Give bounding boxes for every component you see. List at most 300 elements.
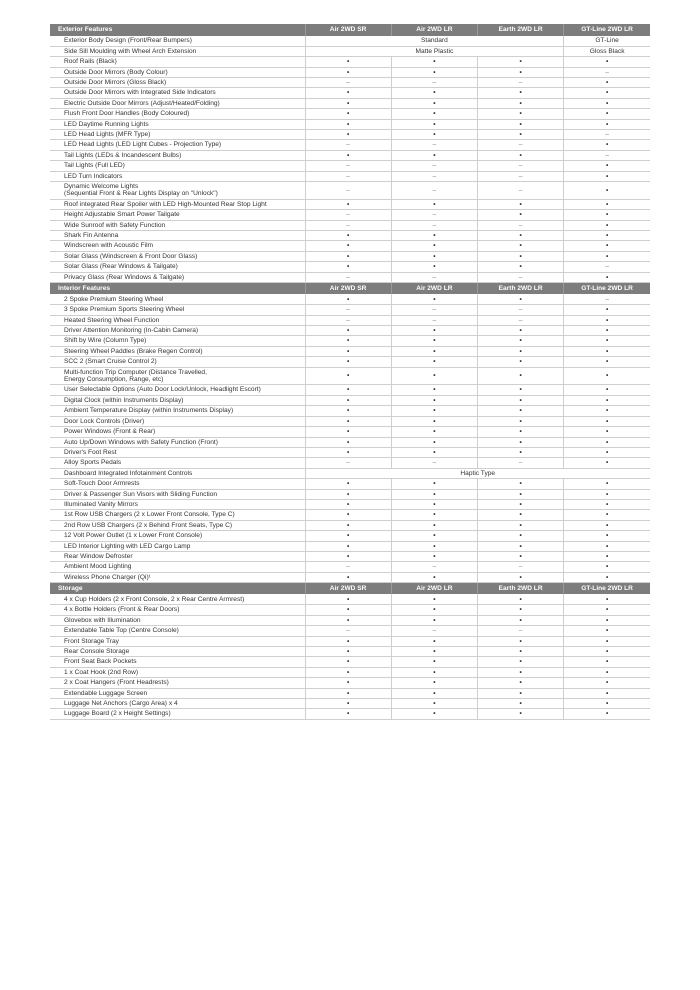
not-available-dash: –	[478, 562, 564, 572]
feature-label: LED Head Lights (LED Light Cubes - Projection Type)	[64, 141, 222, 149]
not-available-dash: –	[305, 181, 391, 199]
standard-dot: •	[478, 67, 564, 77]
standard-dot: •	[478, 647, 564, 657]
table-row	[50, 326, 650, 336]
standard-dot: •	[564, 406, 650, 416]
table-row	[50, 140, 650, 150]
standard-dot: •	[391, 499, 477, 509]
feature-label: 2 Spoke Premium Steering Wheel	[64, 295, 164, 303]
feature-label: Driver's Foot Rest	[64, 448, 117, 456]
table-row	[50, 447, 650, 457]
standard-dot: •	[305, 499, 391, 509]
not-available-dash: –	[564, 262, 650, 272]
feature-cell	[50, 531, 305, 541]
standard-dot: •	[478, 416, 564, 426]
feature-label: Luggage Board (2 x Height Settings)	[64, 710, 171, 718]
table-row	[50, 416, 650, 426]
not-available-dash: –	[478, 626, 564, 636]
feature-label: User Selectable Options (Auto Door Lock/Unlock, Headlight Escort)	[64, 386, 261, 394]
standard-dot: •	[391, 406, 477, 416]
value-cell-merged: GT-Line	[564, 36, 650, 46]
standard-dot: •	[564, 77, 650, 87]
standard-dot: •	[478, 605, 564, 615]
feature-label: Dynamic Welcome Lights	[64, 182, 139, 190]
standard-dot: •	[478, 615, 564, 625]
feature-label: Extendable Luggage Screen	[64, 689, 148, 697]
standard-dot: •	[305, 88, 391, 98]
standard-dot: •	[391, 510, 477, 520]
not-available-dash: –	[391, 220, 477, 230]
feature-cell	[50, 251, 305, 261]
standard-dot: •	[391, 231, 477, 241]
table-row	[50, 406, 650, 416]
standard-dot: •	[564, 636, 650, 646]
standard-dot: •	[564, 199, 650, 209]
column-header: Earth 2WD LR	[478, 24, 564, 36]
feature-label: 4 x Cup Holders (2 x Front Console, 2 x Rear Centre Armrest)	[64, 595, 245, 603]
table-row	[50, 241, 650, 251]
table-row	[50, 67, 650, 77]
standard-dot: •	[391, 88, 477, 98]
standard-dot: •	[564, 119, 650, 129]
table-row	[50, 657, 650, 667]
standard-dot: •	[391, 336, 477, 346]
standard-dot: •	[478, 294, 564, 304]
feature-label: Rear Console Storage	[64, 648, 130, 655]
feature-cell	[50, 294, 305, 304]
feature-label: LED Head Lights (MFR Type)	[64, 130, 151, 138]
standard-dot: •	[391, 551, 477, 561]
not-available-dash: –	[478, 458, 564, 468]
standard-dot: •	[478, 262, 564, 272]
table-row	[50, 231, 650, 241]
standard-dot: •	[305, 406, 391, 416]
feature-cell	[50, 636, 305, 646]
standard-dot: •	[564, 367, 650, 385]
standard-dot: •	[564, 427, 650, 437]
spec-table-body	[50, 24, 650, 719]
standard-dot: •	[478, 510, 564, 520]
feature-label: Tail Lights (LEDs & Incandescent Bulbs)	[64, 151, 182, 159]
feature-cell	[50, 210, 305, 220]
standard-dot: •	[391, 294, 477, 304]
standard-dot: •	[564, 98, 650, 108]
table-row	[50, 395, 650, 405]
feature-label: Exterior Body Design (Front/Rear Bumpers)	[64, 37, 192, 45]
not-available-dash: –	[478, 272, 564, 282]
table-row	[50, 678, 650, 688]
feature-cell	[50, 346, 305, 356]
standard-dot: •	[478, 231, 564, 241]
standard-dot: •	[305, 615, 391, 625]
feature-label: Flush Front Door Handles (Body Coloured)	[64, 110, 190, 118]
standard-dot: •	[478, 657, 564, 667]
not-available-dash: –	[305, 458, 391, 468]
not-available-dash: –	[478, 181, 564, 199]
feature-label: Side Sill Moulding with Wheel Arch Extension	[64, 47, 197, 55]
feature-cell	[50, 615, 305, 625]
feature-label: LED Turn Indicators	[64, 172, 123, 180]
standard-dot: •	[305, 231, 391, 241]
column-header: Air 2WD SR	[305, 283, 391, 295]
feature-label: Ambient Temperature Display (within Instruments Display)	[64, 407, 234, 415]
feature-label: 2nd Row USB Chargers (2 x Behind Front Seats, Type C)	[64, 521, 233, 529]
standard-dot: •	[564, 336, 650, 346]
table-row	[50, 510, 650, 520]
feature-cell	[50, 272, 305, 282]
standard-dot: •	[564, 181, 650, 199]
feature-cell	[50, 667, 305, 677]
standard-dot: •	[391, 241, 477, 251]
table-row	[50, 57, 650, 67]
standard-dot: •	[391, 520, 477, 530]
column-header: Air 2WD LR	[391, 24, 477, 36]
standard-dot: •	[564, 594, 650, 604]
standard-dot: •	[564, 510, 650, 520]
standard-dot: •	[305, 709, 391, 719]
feature-cell	[50, 626, 305, 636]
table-row	[50, 605, 650, 615]
standard-dot: •	[564, 520, 650, 530]
table-row	[50, 181, 650, 199]
standard-dot: •	[478, 199, 564, 209]
standard-dot: •	[305, 541, 391, 551]
feature-cell	[50, 161, 305, 171]
feature-label: Auto Up/Down Windows with Safety Function (Front)	[64, 438, 218, 446]
table-row	[50, 499, 650, 509]
feature-label: Ambient Mood Lighting	[64, 563, 132, 571]
standard-dot: •	[391, 667, 477, 677]
table-row	[50, 294, 650, 304]
feature-label: Front Storage Tray	[64, 637, 119, 645]
table-row	[50, 336, 650, 346]
feature-label: Driver Attention Monitoring (In-Cabin Camera)	[64, 327, 199, 335]
feature-cell	[50, 88, 305, 98]
feature-cell	[50, 119, 305, 129]
standard-dot: •	[478, 479, 564, 489]
feature-cell	[50, 499, 305, 509]
feature-cell	[50, 241, 305, 251]
standard-dot: •	[305, 109, 391, 119]
table-row	[50, 357, 650, 367]
feature-label: Outside Door Mirrors (Body Colour)	[64, 68, 168, 76]
table-row	[50, 636, 650, 646]
section-header	[50, 583, 650, 595]
standard-dot: •	[564, 699, 650, 709]
standard-dot: •	[564, 140, 650, 150]
feature-cell	[50, 150, 305, 160]
standard-dot: •	[564, 305, 650, 315]
feature-cell	[50, 36, 305, 46]
not-available-dash: –	[391, 210, 477, 220]
table-row	[50, 520, 650, 530]
feature-label: Windscreen with Acoustic Film	[64, 242, 154, 250]
feature-cell	[50, 357, 305, 367]
standard-dot: •	[478, 150, 564, 160]
feature-cell	[50, 678, 305, 688]
standard-dot: •	[478, 709, 564, 719]
standard-dot: •	[478, 427, 564, 437]
standard-dot: •	[478, 241, 564, 251]
table-row	[50, 199, 650, 209]
standard-dot: •	[564, 489, 650, 499]
standard-dot: •	[391, 119, 477, 129]
standard-dot: •	[564, 615, 650, 625]
standard-dot: •	[564, 109, 650, 119]
standard-dot: •	[478, 572, 564, 582]
standard-dot: •	[391, 615, 477, 625]
standard-dot: •	[478, 357, 564, 367]
standard-dot: •	[391, 385, 477, 395]
not-available-dash: –	[391, 562, 477, 572]
standard-dot: •	[478, 367, 564, 385]
feature-cell	[50, 647, 305, 657]
table-row	[50, 220, 650, 230]
feature-cell	[50, 326, 305, 336]
standard-dot: •	[478, 210, 564, 220]
column-header: GT-Line 2WD LR	[564, 24, 650, 36]
standard-dot: •	[391, 262, 477, 272]
not-available-dash: –	[391, 305, 477, 315]
column-header: Earth 2WD LR	[478, 283, 564, 295]
standard-dot: •	[305, 531, 391, 541]
table-row	[50, 427, 650, 437]
table-row	[50, 709, 650, 719]
not-available-dash: –	[305, 77, 391, 87]
not-available-dash: –	[391, 161, 477, 171]
standard-dot: •	[564, 241, 650, 251]
feature-cell	[50, 458, 305, 468]
standard-dot: •	[305, 520, 391, 530]
standard-dot: •	[564, 647, 650, 657]
feature-label: Heated Steering Wheel Function	[64, 316, 160, 324]
feature-label-line2: (Sequential Front & Rear Lights Display on "Unlock")	[64, 190, 218, 198]
standard-dot: •	[391, 129, 477, 139]
standard-dot: •	[564, 395, 650, 405]
section-title: Storage	[50, 583, 305, 595]
standard-dot: •	[564, 678, 650, 688]
not-available-dash: –	[478, 161, 564, 171]
table-row	[50, 647, 650, 657]
not-available-dash: –	[391, 272, 477, 282]
standard-dot: •	[305, 98, 391, 108]
standard-dot: •	[478, 688, 564, 698]
not-available-dash: –	[564, 294, 650, 304]
table-row	[50, 262, 650, 272]
standard-dot: •	[305, 251, 391, 261]
standard-dot: •	[391, 367, 477, 385]
feature-cell	[50, 77, 305, 87]
feature-cell	[50, 171, 305, 181]
standard-dot: •	[564, 357, 650, 367]
standard-dot: •	[391, 605, 477, 615]
feature-label: Privacy Glass (Rear Windows & Tailgate)	[64, 273, 185, 281]
standard-dot: •	[391, 657, 477, 667]
feature-cell	[50, 367, 305, 385]
standard-dot: •	[564, 210, 650, 220]
table-row	[50, 667, 650, 677]
not-available-dash: –	[305, 220, 391, 230]
feature-cell	[50, 510, 305, 520]
feature-label: Wireless Phone Charger (Qi)¹	[64, 573, 151, 581]
standard-dot: •	[305, 119, 391, 129]
standard-dot: •	[478, 667, 564, 677]
feature-label: 3 Spoke Premium Sports Steering Wheel	[64, 306, 185, 314]
standard-dot: •	[305, 199, 391, 209]
standard-dot: •	[478, 531, 564, 541]
column-header: GT-Line 2WD LR	[564, 283, 650, 295]
standard-dot: •	[391, 647, 477, 657]
standard-dot: •	[305, 647, 391, 657]
standard-dot: •	[391, 709, 477, 719]
table-row	[50, 305, 650, 315]
standard-dot: •	[564, 499, 650, 509]
standard-dot: •	[305, 605, 391, 615]
standard-dot: •	[305, 346, 391, 356]
standard-dot: •	[478, 499, 564, 509]
standard-dot: •	[391, 150, 477, 160]
standard-dot: •	[305, 688, 391, 698]
standard-dot: •	[564, 447, 650, 457]
feature-label: Alloy Sports Pedals	[64, 459, 122, 467]
standard-dot: •	[391, 326, 477, 336]
table-row	[50, 688, 650, 698]
feature-cell	[50, 594, 305, 604]
standard-dot: •	[305, 385, 391, 395]
standard-dot: •	[478, 551, 564, 561]
table-row	[50, 531, 650, 541]
feature-label: Steering Wheel Paddles (Brake Regen Control)	[64, 347, 203, 355]
feature-cell	[50, 181, 305, 199]
standard-dot: •	[478, 437, 564, 447]
column-header: Air 2WD SR	[305, 24, 391, 36]
feature-cell	[50, 336, 305, 346]
standard-dot: •	[305, 636, 391, 646]
standard-dot: •	[478, 699, 564, 709]
feature-label: Rear Window Defroster	[64, 552, 133, 560]
standard-dot: •	[391, 479, 477, 489]
feature-cell	[50, 541, 305, 551]
standard-dot: •	[305, 57, 391, 67]
not-available-dash: –	[391, 315, 477, 325]
standard-dot: •	[391, 678, 477, 688]
table-row	[50, 98, 650, 108]
standard-dot: •	[391, 109, 477, 119]
standard-dot: •	[564, 272, 650, 282]
feature-label: Digital Clock (within Instruments Display)	[64, 396, 184, 404]
feature-cell	[50, 57, 305, 67]
standard-dot: •	[391, 594, 477, 604]
feature-cell	[50, 657, 305, 667]
standard-dot: •	[564, 458, 650, 468]
table-row	[50, 315, 650, 325]
standard-dot: •	[564, 667, 650, 677]
not-available-dash: –	[305, 626, 391, 636]
feature-label: Power Windows (Front & Rear)	[64, 428, 156, 436]
not-available-dash: –	[391, 140, 477, 150]
table-row	[50, 46, 650, 56]
standard-dot: •	[564, 657, 650, 667]
value-cell-merged: Gloss Black	[564, 46, 650, 56]
feature-cell	[50, 447, 305, 457]
standard-dot: •	[478, 326, 564, 336]
feature-cell	[50, 479, 305, 489]
table-row	[50, 541, 650, 551]
not-available-dash: –	[478, 171, 564, 181]
standard-dot: •	[391, 699, 477, 709]
standard-dot: •	[391, 489, 477, 499]
not-available-dash: –	[391, 77, 477, 87]
standard-dot: •	[564, 605, 650, 615]
not-available-dash: –	[564, 150, 650, 160]
standard-dot: •	[305, 489, 391, 499]
table-row	[50, 346, 650, 356]
not-available-dash: –	[391, 626, 477, 636]
table-row	[50, 367, 650, 385]
standard-dot: •	[391, 541, 477, 551]
section-title: Exterior Features	[50, 24, 305, 36]
feature-cell	[50, 46, 305, 56]
column-header: Air 2WD LR	[391, 583, 477, 595]
not-available-dash: –	[305, 210, 391, 220]
not-available-dash: –	[478, 315, 564, 325]
feature-cell	[50, 140, 305, 150]
feature-label: Height Adjustable Smart Power Tailgate	[64, 211, 180, 219]
feature-cell	[50, 699, 305, 709]
not-available-dash: –	[478, 220, 564, 230]
standard-dot: •	[391, 531, 477, 541]
table-row	[50, 626, 650, 636]
standard-dot: •	[391, 437, 477, 447]
standard-dot: •	[564, 437, 650, 447]
feature-label: Glovebox with Illumination	[64, 616, 141, 624]
section-header	[50, 283, 650, 295]
table-row	[50, 615, 650, 625]
standard-dot: •	[305, 594, 391, 604]
feature-label: LED Interior Lighting with LED Cargo Lamp	[64, 542, 191, 550]
not-available-dash: –	[305, 562, 391, 572]
standard-dot: •	[305, 395, 391, 405]
feature-label: Shift by Wire (Column Type)	[64, 337, 147, 345]
standard-dot: •	[391, 357, 477, 367]
feature-label: Illuminated Vanity Mirrors	[64, 500, 138, 508]
standard-dot: •	[305, 336, 391, 346]
feature-cell	[50, 520, 305, 530]
standard-dot: •	[564, 562, 650, 572]
standard-dot: •	[478, 447, 564, 457]
standard-dot: •	[564, 161, 650, 171]
not-available-dash: –	[478, 77, 564, 87]
feature-label: Roof integrated Rear Spoiler with LED High-Mounted Rear Stop Light	[64, 200, 267, 208]
standard-dot: •	[564, 315, 650, 325]
table-row	[50, 119, 650, 129]
not-available-dash: –	[305, 272, 391, 282]
table-row	[50, 161, 650, 171]
standard-dot: •	[391, 416, 477, 426]
column-header: Air 2WD SR	[305, 583, 391, 595]
standard-dot: •	[391, 57, 477, 67]
feature-cell	[50, 231, 305, 241]
standard-dot: •	[305, 129, 391, 139]
standard-dot: •	[305, 678, 391, 688]
feature-cell	[50, 709, 305, 719]
standard-dot: •	[391, 98, 477, 108]
standard-dot: •	[305, 657, 391, 667]
table-row	[50, 551, 650, 561]
feature-cell	[50, 395, 305, 405]
table-row	[50, 272, 650, 282]
standard-dot: •	[478, 98, 564, 108]
